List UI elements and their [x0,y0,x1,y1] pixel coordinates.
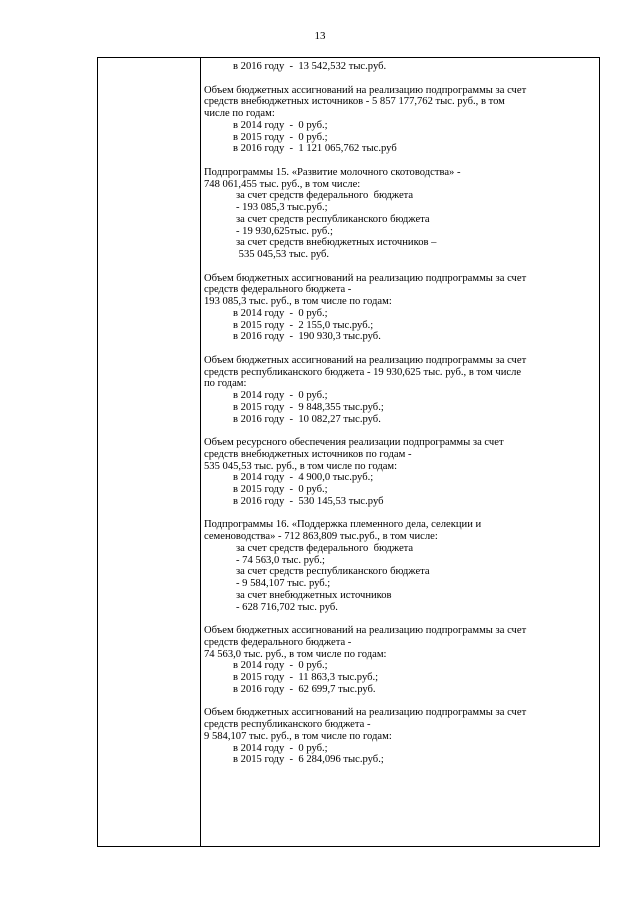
text-line: средств внебюджетных источников по годам - [204,448,412,460]
text-line: Подпрограммы 16. «Поддержка племенного дела, селекции и [204,519,482,531]
text-line: в 2014 году - 0 руб.; [233,119,328,131]
text-line: средств внебюджетных источников - 5 857 177,762 тыс. руб., в том [204,96,505,108]
text-block [204,167,599,261]
text-line: Объем бюджетных ассигнований на реализацию подпрограммы за счет [204,625,527,636]
text-block [204,625,599,696]
text-line: за счет внебюджетных источников [236,589,392,601]
text-line: семеноводства» - 712 863,809 тыс.руб., в том числе: [204,531,438,542]
text-block [204,61,599,73]
text-line: за счет средств федерального бюджета [236,190,414,202]
text-line: средств федерального бюджета - [204,636,352,648]
text-line: средств федерального бюджета - [204,284,352,296]
text-line: - 19 930,625тыс. руб.; [236,225,333,237]
document-table [97,57,600,847]
text-line: 193 085,3 тыс. руб., в том числе по годам: [204,296,392,307]
text-line: в 2016 году - 10 082,27 тыс.руб. [233,413,381,425]
column-divider [200,58,201,846]
text-line: Подпрограммы 15. «Развитие молочного скотоводства» - [204,166,461,178]
text-line: 535 045,53 тыс. руб., в том числе по годам: [204,460,398,472]
text-line: за счет средств республиканского бюджета [236,213,430,225]
text-line: за счет средств республиканского бюджета [236,566,430,578]
text-block [204,707,599,766]
text-line: в 2015 году - 0 руб.; [233,131,328,143]
text-line: - 9 584,107 тыс. руб.; [236,578,331,589]
text-line: в 2016 году - 530 145,53 тыс.руб [233,495,384,507]
text-line: 74 563,0 тыс. руб., в том числе по годам: [204,648,387,660]
text-block [204,519,599,613]
text-line: в 2015 году - 11 863,3 тыс.руб.; [233,672,379,683]
text-line: 535 045,53 тыс. руб. [236,249,330,260]
text-line: в 2016 году - 62 699,7 тыс.руб. [233,683,376,695]
text-line: Объем бюджетных ассигнований на реализацию подпрограммы за счет [204,272,527,284]
text-line: в 2015 году - 2 155,0 тыс.руб.; [233,319,374,331]
text-line: в 2015 году - 6 284,096 тыс.руб.; [233,754,384,766]
text-block [204,355,599,426]
text-line: в 2015 году - 0 руб.; [233,484,328,495]
text-line: за счет средств внебюджетных источников – [236,237,437,249]
text-line: - 628 716,702 тыс. руб. [236,601,338,613]
text-line: 9 584,107 тыс. руб., в том числе по годам: [204,730,392,742]
text-line: Объем бюджетных ассигнований на реализацию подпрограммы за счет [204,84,527,96]
text-line: в 2014 году - 0 руб.; [233,660,328,672]
text-line: Объем бюджетных ассигнований на реализацию подпрограммы за счет [204,707,527,719]
text-block [204,437,599,508]
text-line: - 74 563,0 тыс. руб.; [236,554,325,566]
text-line: за счет средств федерального бюджета [236,542,414,554]
text-line: в 2014 году - 0 руб.; [233,307,328,319]
text-block [204,85,599,156]
text-line: - 193 085,3 тыс.руб.; [236,202,328,213]
text-line: средств республиканского бюджета - 19 930,625 тыс. руб., в том числе [204,366,522,378]
page-number: 13 [314,30,326,42]
text-line: в 2014 году - 0 руб.; [233,390,328,401]
text-line: средств республиканского бюджета - [204,719,371,730]
text-line: числе по годам: [204,108,275,119]
text-line: в 2016 году - 1 121 065,762 тыс.руб [233,143,397,155]
text-line: Объем ресурсного обеспечения реализации подпрограммы за счет [204,437,504,448]
text-line: в 2015 году - 9 848,355 тыс.руб.; [233,401,384,413]
text-line: в 2014 году - 0 руб.; [233,742,328,754]
text-line: в 2016 году - 190 930,3 тыс.руб. [233,331,381,343]
table-cell-content [204,61,599,766]
text-line: в 2016 году - 13 542,532 тыс.руб. [233,61,387,72]
text-line: по годам: [204,378,247,390]
text-line: Объем бюджетных ассигнований на реализацию подпрограммы за счет [204,354,527,366]
text-line: 748 061,455 тыс. руб., в том числе: [204,178,361,190]
text-line: в 2014 году - 4 900,0 тыс.руб.; [233,472,374,484]
text-block [204,273,599,344]
